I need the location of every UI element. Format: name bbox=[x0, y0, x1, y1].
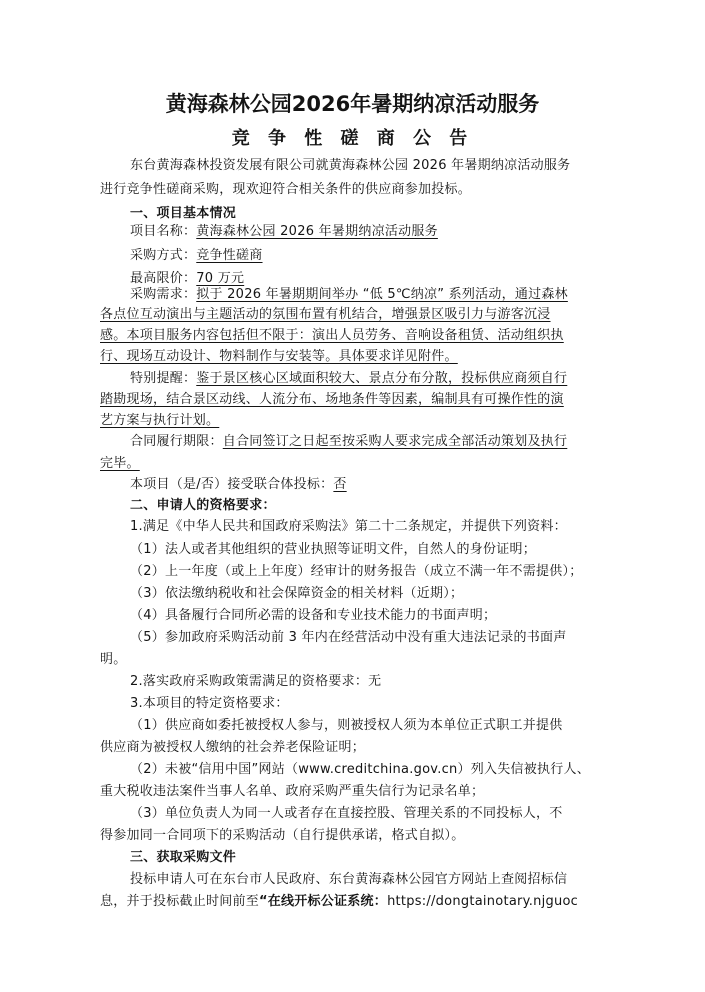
special-reminder-line bbox=[130, 370, 567, 388]
intro-line: 东台黄海森林投资发展有限公司就黄海森林公园 2026 年暑期纳凉活动服务 bbox=[130, 158, 571, 173]
field-label: 项目名称： bbox=[130, 224, 197, 239]
contract-period-line bbox=[130, 433, 567, 451]
requirement-line: 感。本项目服务内容包括但不限于：演出人员劳务、音响设备租赁、活动组织执 bbox=[100, 328, 564, 343]
field-value: 黄海森林公园 2026 年暑期纳凉活动服务 bbox=[196, 224, 438, 239]
field-value: 自合同签订之日起至按采购人要求完成全部活动策划及执行 bbox=[222, 434, 568, 449]
field-label: 采购方式： bbox=[130, 248, 197, 263]
section-3-heading: 三、获取采购文件 bbox=[130, 850, 237, 865]
qualification-item: （2）未被“信用中国”网站（www.creditchina.gov.cn）列入失信被执行人、 bbox=[130, 762, 590, 777]
document-title: 黄海森林公园2026年暑期纳凉活动服务 bbox=[165, 92, 540, 116]
field-label: 本项目（是/否）接受联合体投标： bbox=[130, 477, 334, 492]
field-label: 特别提醒： bbox=[130, 371, 197, 386]
qualification-item: 重大税收违法案件当事人名单、政府采购严重失信行为记录名单； bbox=[100, 784, 485, 799]
qualification-item: （3）依法缴纳税收和社会保障资金的相关材料（近期）； bbox=[130, 586, 464, 601]
qualification-item: 1.满足《中华人民共和国政府采购法》第二十二条规定，并提供下列资料： bbox=[130, 519, 567, 534]
special-reminder-line: 踏勘现场，结合景区动线、人流分布、场地条件等因素，编制具有可操作性的演 bbox=[100, 392, 564, 407]
joint-bid-field bbox=[130, 476, 347, 494]
qualification-item: （5）参加政府采购活动前 3 年内在经营活动中没有重大违法记录的书面声 bbox=[130, 630, 567, 645]
field-label: 采购需求： bbox=[130, 287, 197, 302]
qualification-item: （3）单位负责人为同一人或者存在直接控股、管理关系的不同投标人，不 bbox=[130, 806, 563, 821]
section-2-heading: 二、申请人的资格要求： bbox=[130, 498, 276, 513]
requirement-line: 各点位互动演出与主题活动的氛围布置有机结合，增强景区吸引力与游客沉浸 bbox=[100, 307, 551, 322]
field-value: 70 万元 bbox=[196, 271, 245, 286]
qualification-item: 2.落实政府采购政策需满足的资格要求：无 bbox=[130, 674, 382, 689]
acquisition-line: 投标申请人可在东台市人民政府、东台黄海森林公园官方网站上查阅招标信 bbox=[130, 872, 568, 887]
requirement-line: 行、现场互动设计、物料制作与安装等。具体要求详见附件。 bbox=[100, 349, 458, 364]
system-url: https://dongtainotary.njguoc bbox=[387, 894, 579, 909]
acquisition-line bbox=[100, 893, 578, 911]
qualification-item: 3.本项目的特定资格要求： bbox=[130, 696, 289, 711]
contract-period-line: 完毕。 bbox=[100, 456, 140, 471]
field-value: 鉴于景区核心区域面积较大、景点分布分散，投标供应商须自行 bbox=[196, 371, 568, 386]
acquisition-text: 息，并于投标截止时间前至 bbox=[100, 894, 260, 909]
qualification-item: （1）供应商如委托被授权人参与，则被授权人须为本单位正式职工并提供 bbox=[130, 718, 563, 733]
project-name-field bbox=[130, 223, 438, 241]
intro-line: 进行竞争性磋商采购，现欢迎符合相关条件的供应商参加投标。 bbox=[100, 182, 472, 197]
field-value: 拟于 2026 年暑期期间举办 “低 5℃纳凉” 系列活动，通过森林 bbox=[196, 287, 568, 302]
procurement-method-field bbox=[130, 247, 263, 265]
special-reminder-line: 艺方案与执行计划。 bbox=[100, 413, 220, 428]
section-1-heading: 一、项目基本情况 bbox=[130, 206, 237, 221]
qualification-item: 得参加同一合同项下的采购活动（自行提供承诺，格式自拟）。 bbox=[100, 828, 465, 843]
qualification-item: （2）上一年度（或上上年度）经审计的财务报告（成立不满一年不需提供）； bbox=[130, 564, 583, 579]
qualification-item: （4）具备履行合同所必需的设备和专业技术能力的书面声明； bbox=[130, 608, 497, 623]
field-label: 合同履行期限： bbox=[130, 434, 223, 449]
field-label: 最高限价： bbox=[130, 271, 197, 286]
document-subtitle: 竞 争 性 磋 商 公 告 bbox=[231, 128, 474, 149]
requirement-line bbox=[130, 286, 568, 304]
qualification-item: （1）法人或者其他组织的营业执照等证明文件，自然人的身份证明； bbox=[130, 542, 537, 557]
system-name: “在线开标公证系统： bbox=[259, 894, 388, 909]
qualification-item: 明。 bbox=[100, 652, 127, 667]
field-value: 竞争性磋商 bbox=[196, 248, 263, 263]
field-value: 否 bbox=[333, 477, 347, 492]
qualification-item: 供应商为被授权人缴纳的社会养老保险证明； bbox=[100, 740, 366, 755]
